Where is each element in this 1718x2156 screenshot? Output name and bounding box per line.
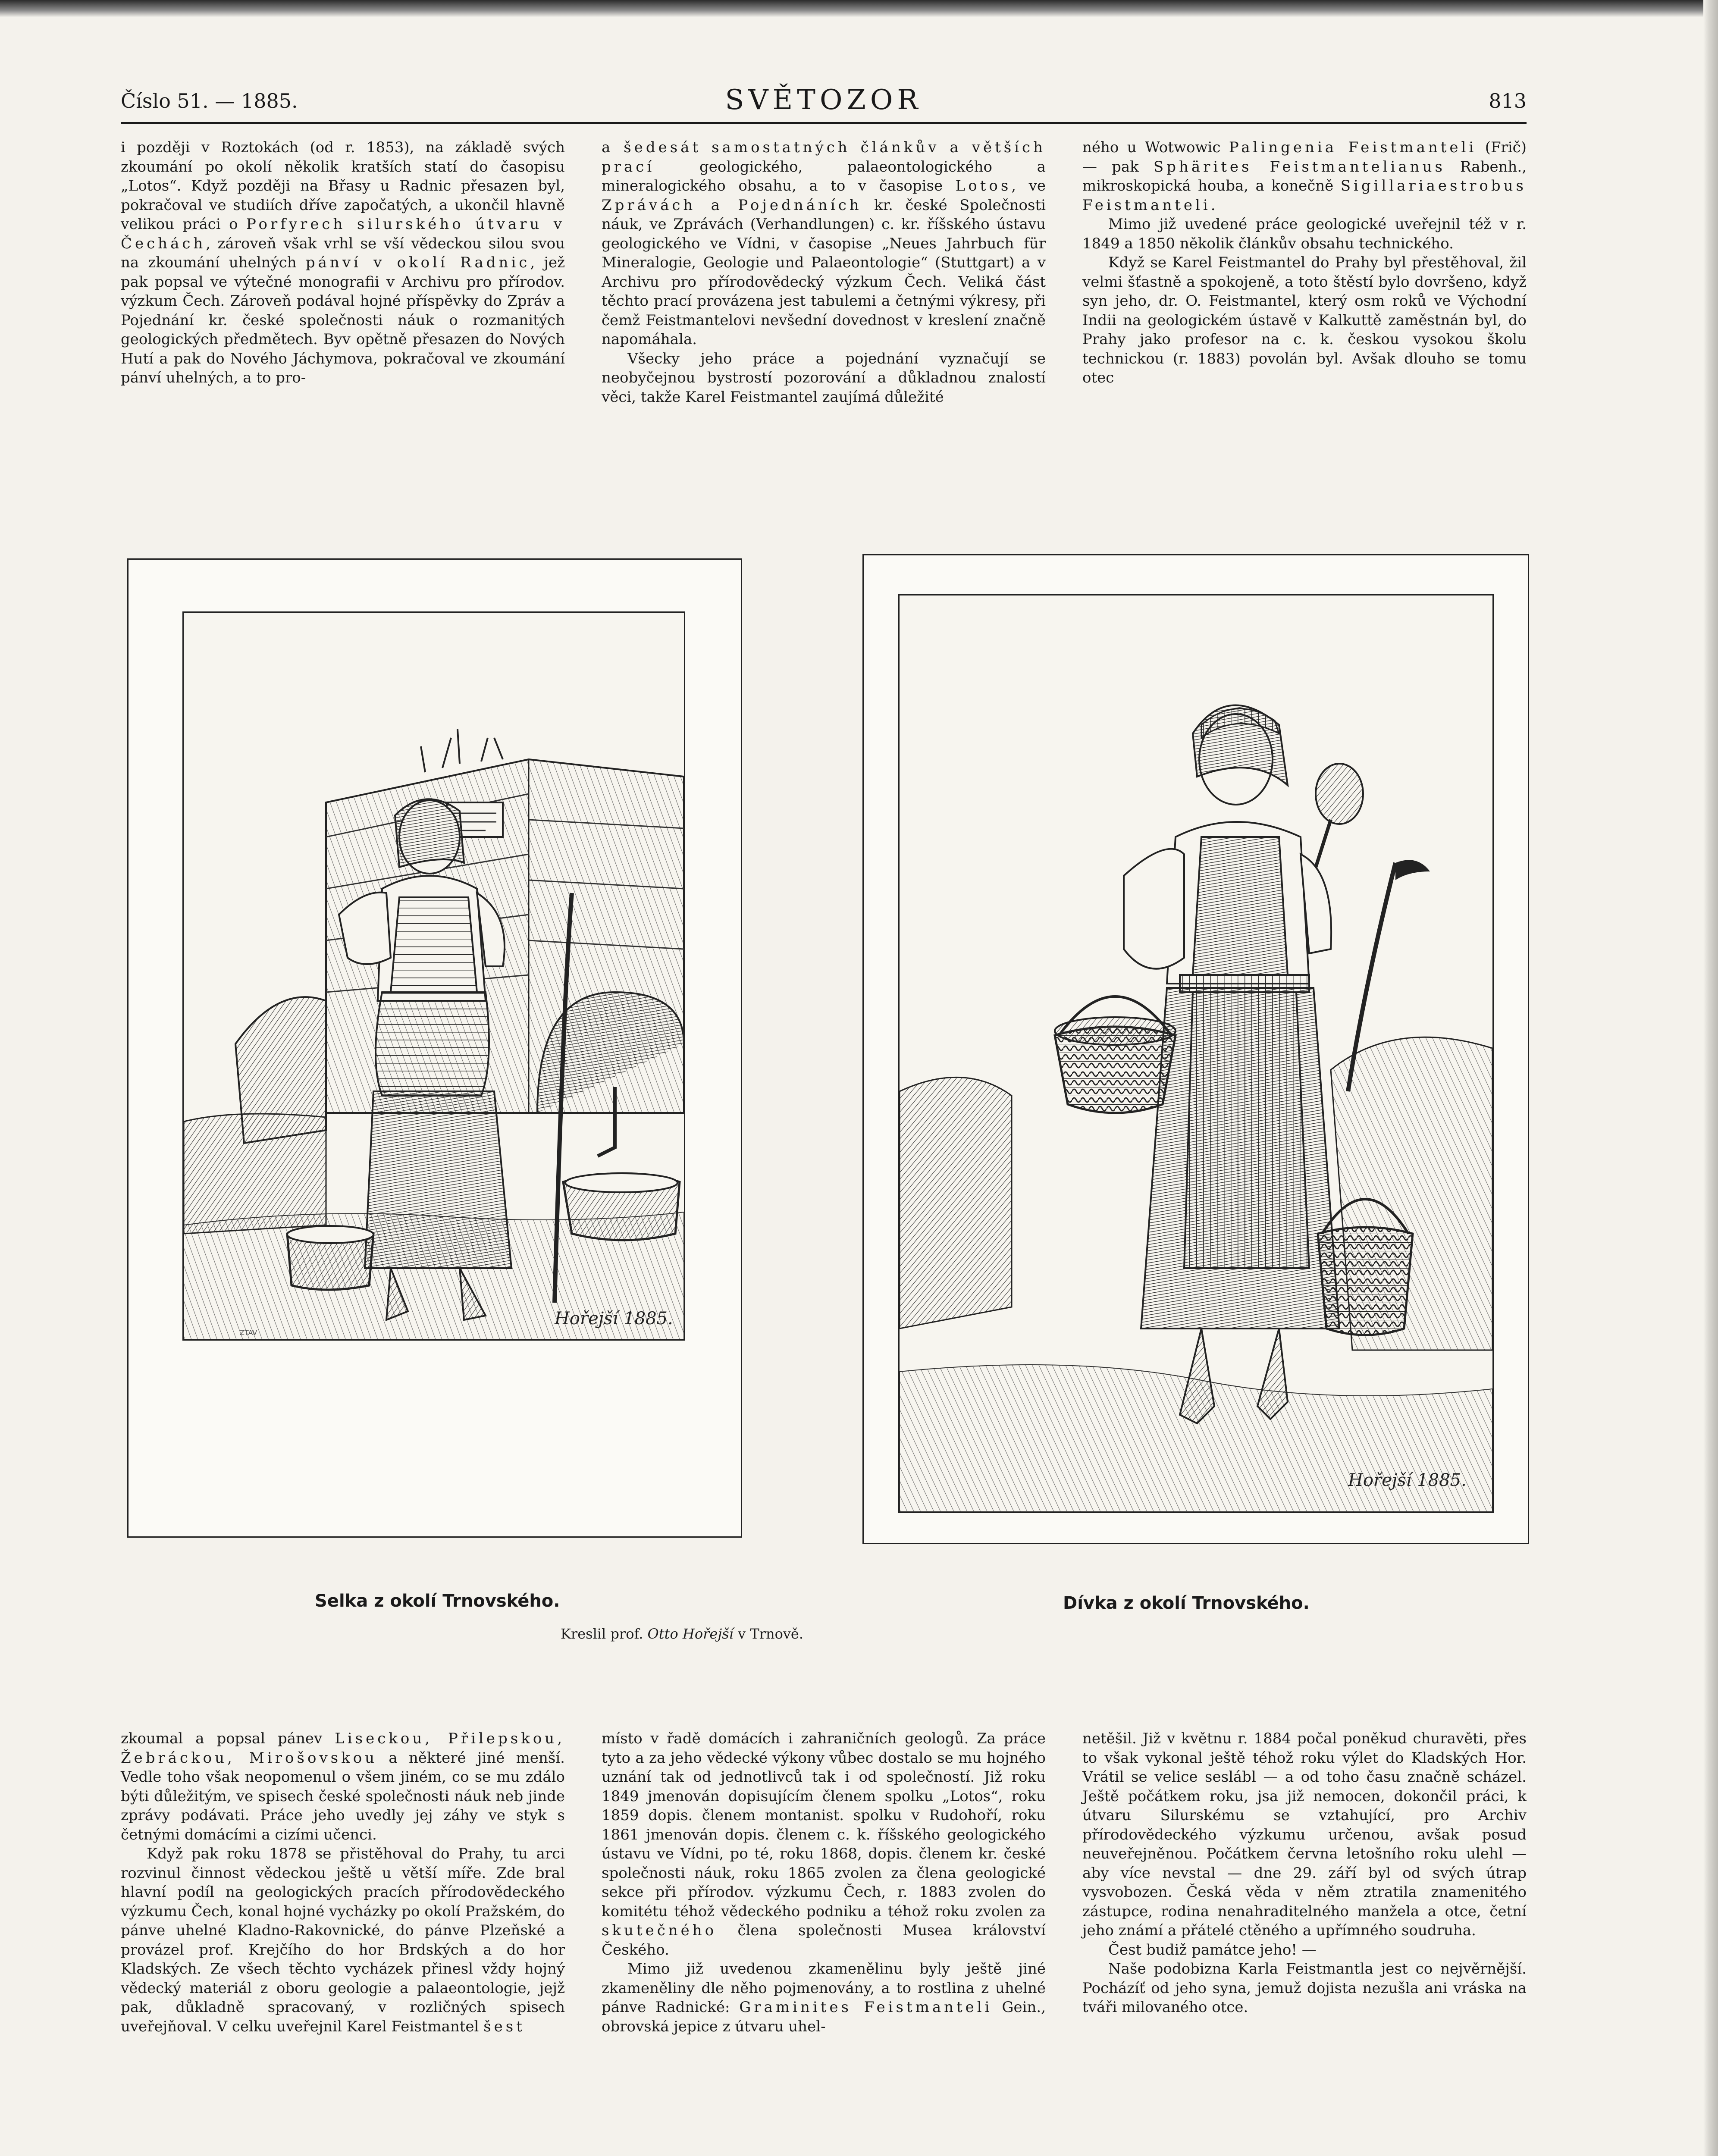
spaced-text: Lotos xyxy=(955,177,1012,194)
paragraph xyxy=(1082,138,1527,215)
text-run: (Frič) — pak xyxy=(1082,139,1527,175)
text-run: Rabenh., mikroskopická houba, a konečně xyxy=(1082,158,1527,194)
paragraph xyxy=(602,1729,1046,1959)
caption-left: Selka z okolí Trnovského. xyxy=(315,1591,560,1611)
running-header xyxy=(121,84,1527,119)
paragraph xyxy=(602,1959,1046,2036)
credit-suffix: v Trnově. xyxy=(733,1626,804,1642)
peasant-woman-illustration xyxy=(184,613,684,1339)
text-run: člena společnosti Musea království Českého. xyxy=(602,1922,1046,1959)
spaced-text: skutečného xyxy=(602,1922,717,1939)
header-rule xyxy=(121,122,1527,124)
journal-title: SVĚTOZOR xyxy=(725,84,922,116)
artist-signature: Hořejší 1885. xyxy=(555,1309,673,1329)
issue-number: Číslo 51. — 1885. xyxy=(121,89,298,113)
plate-mark: ZTAV xyxy=(240,1329,257,1337)
paragraph xyxy=(602,138,1046,349)
credit-prefix: Kreslil prof. xyxy=(561,1626,648,1642)
text-run: kr. české Společnosti náuk, ve Zprávách (Verhandlungen) c. kr. říšského ústavu geologického ve Vídni, v časopise „Neues Jahrbuch für Mineralogie, Geologie und Palaeontologie“ (Stuttgart) a v Archivu pro přírodovědecký výzkum Čech. Veliká část těchto prací provázena jest tabulemi a četnými výkresy, při čemž Feistmantelovi nevšední dovednost v kreslení značně napomáhala. xyxy=(602,196,1046,348)
spaced-text: pánví v okolí Radnic xyxy=(305,254,530,271)
spaced-text: Zprávách a Pojednáních xyxy=(602,196,862,214)
bottom-column-1 xyxy=(121,1729,565,2036)
spaced-text: a šedesát samostatných článkův a větších prací xyxy=(602,139,1046,175)
paragraph xyxy=(121,1729,565,1844)
figure-left-frame xyxy=(127,558,742,1538)
paragraph xyxy=(121,138,565,388)
paragraph: netěšil. Již v květnu r. 1884 počal poněkud churavěti, přes to však vykonal ještě téhož roku výlet do Kladských Hor. Vrátil se velice seslábl — a od toho času značně scházel. Ještě počátkem roku, jsa již nemocen, dokončil práci, k útvaru Silurskému se vztahující, pro Archiv přírodovědeckého výzkumu určenou, avšak posud neuveřejněnou. Počátkem června letošního roku ulehl — aby více nevstal — dne 29. září byl od svých útrap vysvobozen. Česká věda v něm ztratila znamenitého zástupce, rodina nenahraditelného manžela a otce, četní jeho známí a přátelé ctěného a upřímného soudruha. xyxy=(1082,1730,1527,1939)
bottom-column-3 xyxy=(1082,1729,1527,2017)
paragraph: Když se Karel Feistmantel do Prahy byl přestěhoval, žil velmi šťastně a spokojeně, a toto štěstí bylo dovršeno, když syn jeho, dr. O. Feistmantel, který osm roků ve Východní Indii na geologickém ústavě v Kalkuttě zaměstnán byl, do Prahy jako profesor na c. k. českou vysokou školu technickou (r. 1883) povolán byl. Avšak dlouho se tomu otec xyxy=(1082,254,1527,386)
text-run: ného u Wotwowic xyxy=(1082,139,1229,156)
spaced-text: Palingenia Feistmanteli xyxy=(1229,139,1477,156)
text-run: zkoumal a popsal pánev xyxy=(121,1730,335,1747)
text-run: , zároveň však vrhl se vší vědeckou silou svou na zkoumání uhelných xyxy=(121,235,565,271)
page-right-edge xyxy=(1703,0,1718,2156)
text-run: . xyxy=(1210,196,1216,214)
caption-right: Dívka z okolí Trnovského. xyxy=(1063,1593,1310,1613)
peasant-girl-illustration xyxy=(900,595,1492,1512)
spaced-text: Porfyrech silurského útvaru v Čechách xyxy=(121,216,565,252)
page-number: 813 xyxy=(1489,89,1527,113)
paragraph: Naše podobizna Karla Feistmantla jest co nejvěrnější. Pocházíť od jeho syna, jemuž dojista nezušla ani vráska na tváři milovaného otce. xyxy=(1082,1960,1527,2016)
credit-artist: Otto Hořejší xyxy=(647,1626,734,1642)
spaced-text: Graminites Feistmanteli xyxy=(739,1999,993,2016)
page-top-edge xyxy=(0,0,1718,17)
spaced-text: šest xyxy=(483,2018,525,2035)
text-run: i později v Roztokách (od r. 1853), na základě svých zkoumání po okolí několik kratších statí do časopisu „Lotos“. Když později na Břasy u Radnic přesazen byl, pokračoval ve studiích dříve započatých, a ukončil hlavně velikou práci o xyxy=(121,139,565,233)
paragraph: Všecky jeho práce a pojednání vyznačují se neobyčejnou bystrostí pozorování a důkladnou znalostí věci, takže Karel Feistmantel zaujímá důležité xyxy=(602,350,1046,406)
artist-signature: Hořejší 1885. xyxy=(1348,1470,1467,1490)
paragraph: Mimo již uvedené práce geologické uveřejnil též v r. 1849 a 1850 několik článkův obsahu technického. xyxy=(1082,216,1527,252)
spaced-text: Liseckou, Přilepskou, Žebráckou, Mirošovskou xyxy=(121,1730,565,1767)
figure-left-illustration xyxy=(182,611,685,1341)
text-run: geologického, palaeontologického a mineralogického obsahu, a to v časopise xyxy=(602,158,1046,194)
paragraph xyxy=(121,1844,565,2036)
top-column-3 xyxy=(1082,138,1527,388)
text-run: místo v řadě domácích i zahraničních geologů. Za práce tyto a za jeho vědecké výkony vůbec dostalo se mu hojného uznání tak od jednotlivců tak i od společností. Již roku 1849 jmenován dopisujícím členem spolku „Lotos“, roku 1859 dopis. členem montanist. spolku v Rudohoří, roku 1861 jmenován dopis. členem c. k. říšského geologického ústavu ve Vídni, po té, roku 1868, dopis. členem kr. české společnosti náuk, roku 1865 zvolen za člena geologické sekce při přírodov. výzkumu Čech, r. 1883 zvolen do komitétu téhož vědeckého podniku a téhož roku zvolen za xyxy=(602,1730,1046,1920)
text-run: a některé jiné menší. Vedle toho však neopomenul o všem jiném, co se mu zdálo býti důležitým, ve spisech české společnosti náuk neb jinde zprávy podávati. Práce jeho uvedly jej záhy ve styk s četnými domácími a cizími učenci. xyxy=(121,1749,565,1843)
text-run: , jež pak popsal ve výtečné monografii v Archivu pro přírodov. výzkum Čech. Zároveň podával hojné příspěvky do Zpráv a Pojednání kr. české společnosti náuk o rozmanitých geologických předmětech. Byv opětně přesazen do Nových Hutí a pak do Nového Jáchymova, pokračoval ve zkoumání pánví uhelných, a to pro- xyxy=(121,254,565,386)
text-run: , ve xyxy=(1011,177,1046,194)
figure-right-illustration xyxy=(898,594,1494,1513)
paragraph: Čest budiž památce jeho! — xyxy=(1108,1941,1317,1959)
spaced-text: Sigillariaestrobus Feistmanteli xyxy=(1082,177,1527,214)
spaced-text: Sphärites Feistmantelianus xyxy=(1153,158,1445,175)
figure-right-frame xyxy=(862,554,1529,1544)
text-run: Gein., obrovská jepice z útvaru uhel- xyxy=(602,1999,1046,2035)
top-column-2 xyxy=(602,138,1046,407)
text-run: Když pak roku 1878 se přistěhoval do Prahy, tu arci rozvinul činnost vědeckou ještě u větší míře. Zde bral hlavní podíl na geologických pracích přírodovědeckého výzkumu Čech, konal hojné vycházky po okolí Pražském, do pánve uhelné Kladno-Rakovnické, do pánve Plzeňské a provázel prof. Krejčího do hor Brdských a do hor Kladských. Ze všech těchto vycházek přinesl vždy hojný vědecký materiál z oboru geologie a palaeontologie, jejž pak, důkladně spracovaný, v rozličných spisech uveřejňoval. V celku uveřejnil Karel Feistmantel xyxy=(121,1845,565,2035)
illustration-credit xyxy=(561,1626,1164,1642)
text-run: Mimo již uvedenou zkamenělinu byly ještě jiné zkameněliny dle něho pojmenovány, a to rostlina z uhelné pánve Radnické: xyxy=(602,1960,1046,2016)
top-column-1 xyxy=(121,138,565,388)
bottom-column-2 xyxy=(602,1729,1046,2036)
